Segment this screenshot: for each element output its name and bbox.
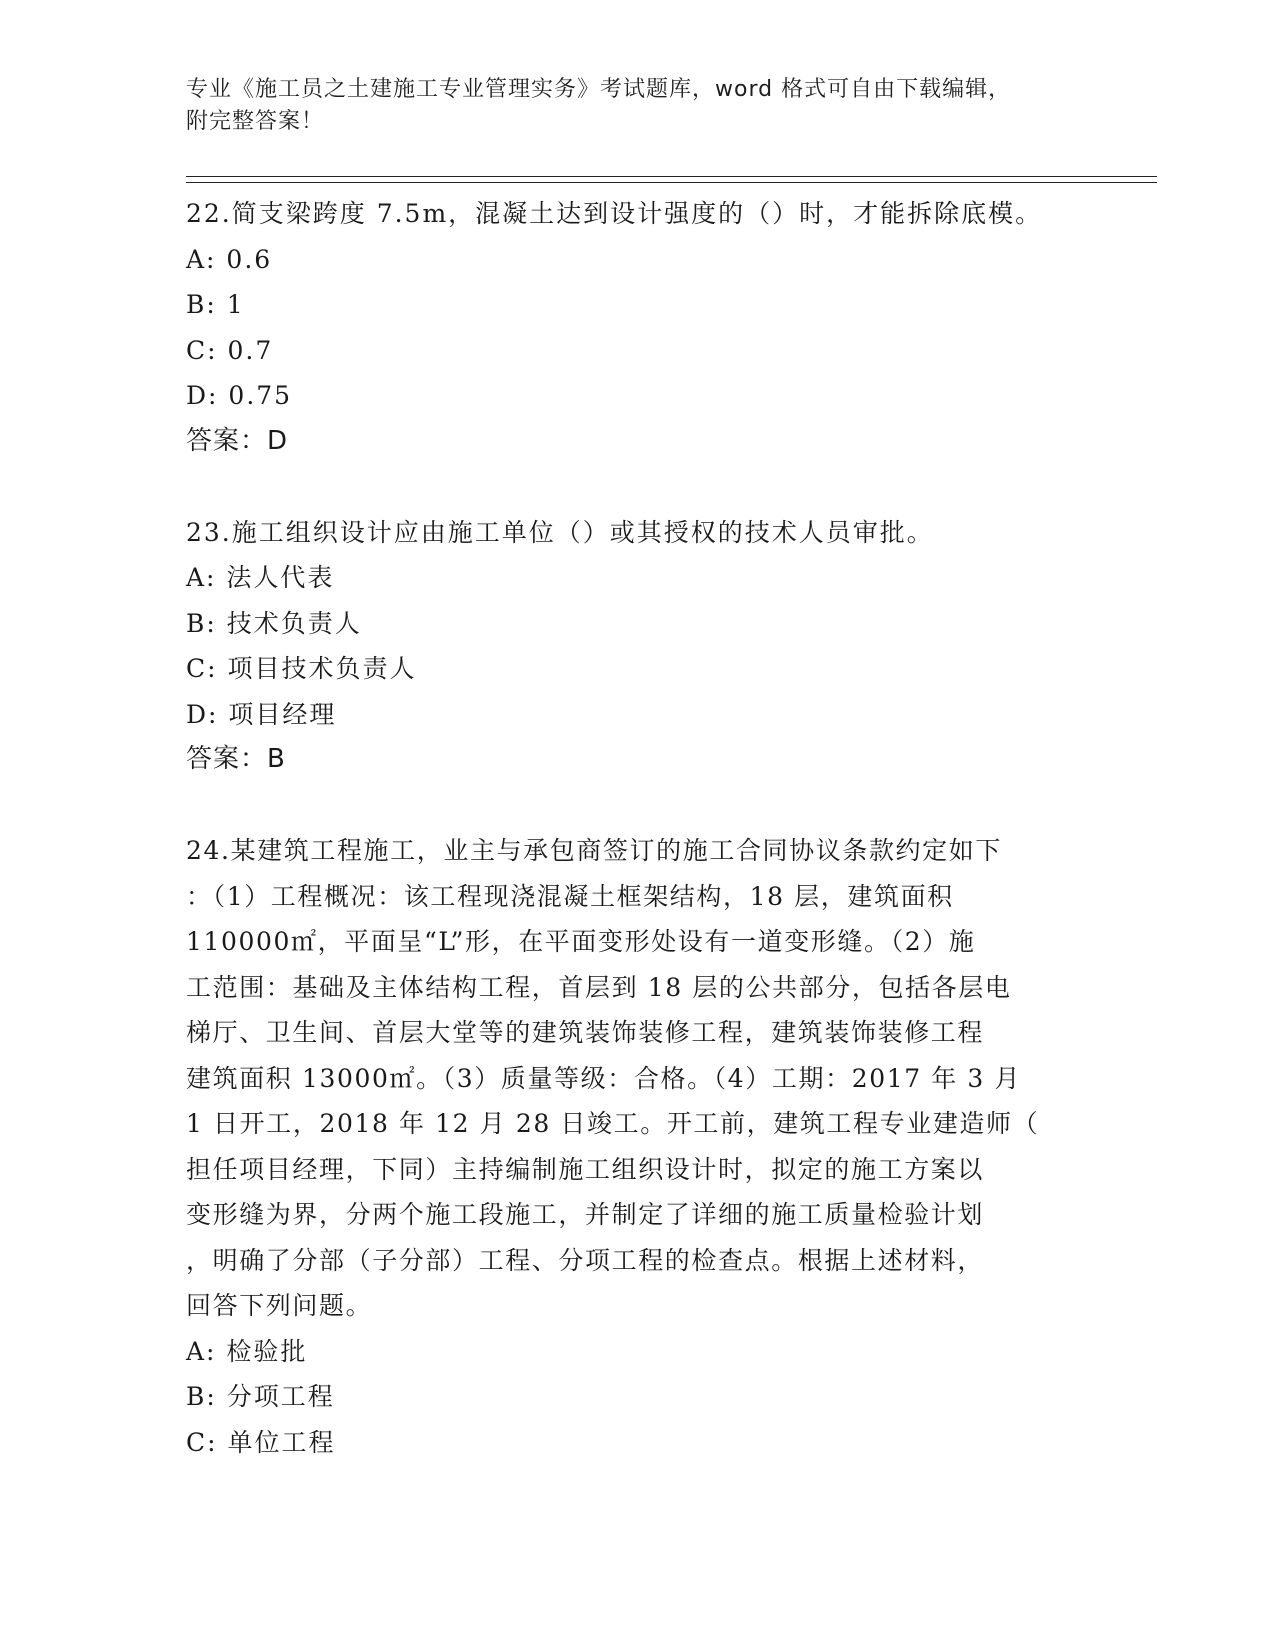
stem-line: 回答下列问题。 <box>186 1291 373 1320</box>
header-divider-bottom <box>186 182 1157 183</box>
question-list <box>186 191 1086 1465</box>
option-b: B: 技术负责人 <box>186 608 362 638</box>
stem-line: 1 日开工，2018 年 12 月 28 日竣工。开工前，建筑工程专业建造师（ <box>186 1109 1040 1138</box>
option-a: A: 0.6 <box>186 244 273 274</box>
question-23 <box>186 510 1086 783</box>
stem-line: 梯厅、卫生间、首层大堂等的建筑装饰装修工程，建筑装饰装修工程 <box>186 1018 985 1047</box>
spacer <box>186 464 1086 510</box>
question-24 <box>186 828 1086 1465</box>
option-d: D: 0.75 <box>186 381 293 410</box>
spacer <box>186 783 1086 829</box>
question-stem: 22.简支梁跨度 7.5m，混凝土达到设计强度的（）时，才能拆除底模。 <box>186 199 1043 228</box>
stem-line: 变形缝为界，分两个施工段施工，并制定了详细的施工质量检验计划 <box>186 1200 985 1229</box>
stem-line: 24.某建筑工程施工，业主与承包商签订的施工合同协议条款约定如下 <box>186 836 1002 865</box>
question-22 <box>186 191 1086 464</box>
question-stem: 23.施工组织设计应由施工单位（）或其授权的技术人员审批。 <box>186 517 934 547</box>
header-line-1: 专业《施工员之土建施工专业管理实务》考试题库，word 格式可自由下载编辑， <box>186 77 1012 102</box>
option-c: C: 项目技术负责人 <box>186 654 417 683</box>
document-header <box>186 74 1086 138</box>
question-stem <box>186 828 1086 1329</box>
option-a: A: 法人代表 <box>186 563 335 592</box>
header-line-2: 附完整答案！ <box>186 109 325 134</box>
option-c: C: 0.7 <box>186 335 274 365</box>
stem-line: 建筑面积 13000㎡。（3）质量等级：合格。（4）工期：2017 年 3 月 <box>186 1063 1022 1093</box>
option-b: B: 分项工程 <box>186 1382 335 1411</box>
header-divider-top <box>186 176 1157 177</box>
stem-line: ：（1）工程概况：该工程现浇混凝土框架结构，18 层，建筑面积 <box>186 881 954 911</box>
option-d: D: 项目经理 <box>186 699 337 729</box>
stem-line: ，明确了分部（子分部）工程、分项工程的检查点。根据上述材料， <box>186 1245 985 1275</box>
stem-line: 110000㎡，平面呈“L”形，在平面变形处设有一道变形缝。（2）施 <box>186 927 976 956</box>
option-a: A: 检验批 <box>186 1336 308 1366</box>
option-b: B: 1 <box>186 290 245 319</box>
answer-line: 答案：B <box>186 744 286 774</box>
option-c: C: 单位工程 <box>186 1427 336 1457</box>
stem-line: 担任项目经理，下同）主持编制施工组织设计时，拟定的施工方案以 <box>186 1154 985 1184</box>
stem-line: 工范围：基础及主体结构工程，首层到 18 层的公共部分，包括各层电 <box>186 972 1012 1002</box>
answer-line: 答案：D <box>186 425 289 456</box>
